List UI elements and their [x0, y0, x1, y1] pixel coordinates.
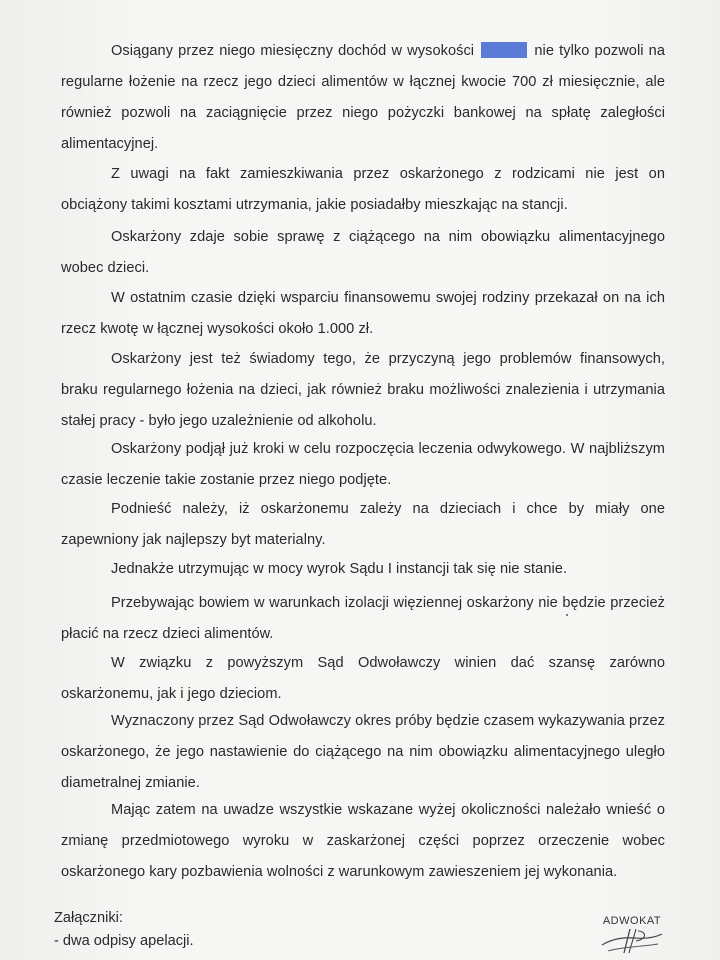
attachments-heading: Załączniki:	[54, 910, 123, 926]
paragraph-income-rest: nie tylko pozwoli na regularne łożenie na rzecz jego dzieci alimentów w łącznej kwocie 700 zł miesięcznie, ale również pozwoli na zaciągnięcie przez niego pożyczki bankowej na spłatę zaległości alimentacyjnej.	[61, 43, 666, 152]
attachments-section	[54, 907, 194, 953]
paragraph-prison-isolation: Przebywając bowiem w warunkach izolacji więziennej oskarżony nie będzie przecież płacić na rzecz dzieci alimentów.	[61, 595, 665, 642]
speck-mark	[566, 614, 568, 616]
paragraph-living-costs: Z uwagi na fakt zamieszkiwania przez oskarżonego z rodzicami nie jest on obciążony takimi kosztami utrzymania, jakie posiadałby mieszkając na stancji.	[61, 166, 665, 213]
paragraph-first-instance: Jednakże utrzymując w mocy wyrok Sądu I instancji tak się nie stanie.	[111, 561, 568, 577]
advocate-signature	[596, 915, 668, 955]
paragraph-probation: Wyznaczony przez Sąd Odwoławczy okres próby będzie czasem wykazywania przez oskarżonego, że jego nastawienie do ciążącego na nim obowiązku alimentacyjnego uległo diametralnej zmianie.	[61, 713, 665, 791]
paragraph-family-support: W ostatnim czasie dzięki wsparciu finansowemu swojej rodziny przekazał on na ich rzecz kwotę w łącznej wysokości około 1.000 zł.	[61, 290, 665, 337]
handwritten-signature-icon	[600, 925, 664, 955]
paragraph-conclusion: Mając zatem na uwadze wszystkie wskazane wyżej okoliczności należało wnieść o zmianę przedmiotowego wyroku w zaskarżonej części poprzez orzeczenie wobec oskarżonego kary pozbawienia wolności z warunkowym zawieszeniem jej wykonania.	[61, 802, 665, 880]
attachments-item: - dwa odpisy apelacji.	[54, 933, 194, 949]
paragraph-income	[61, 36, 665, 160]
paragraph-treatment: Oskarżony podjął już kroki w celu rozpoczęcia leczenia odwykowego. W najbliższym czasie leczenie takie zostanie przez niego podjęte.	[61, 441, 665, 488]
paragraph-income-start: Osiągany przez niego miesięczny dochód w wysokości	[111, 43, 475, 59]
redaction-block	[481, 42, 527, 58]
advocate-stamp-label: ADWOKAT	[602, 915, 662, 927]
paragraph-children-welfare: Podnieść należy, iż oskarżonemu zależy na dzieciach i chce by miały one zapewniony jak najlepszy byt materialny.	[61, 501, 665, 548]
paragraph-alcohol-dependence: Oskarżony jest też świadomy tego, że przyczyną jego problemów finansowych, braku regularnego łożenia na dzieci, jak również braku możliwości znalezienia i utrzymania stałej pracy - było jego uzależnienie od alkoholu.	[61, 351, 665, 429]
paragraph-appeal-court-chance: W związku z powyższym Sąd Odwoławczy winien dać szansę zarówno oskarżonemu, jak i jego dzieciom.	[61, 655, 665, 702]
paragraph-awareness-duty: Oskarżony zdaje sobie sprawę z ciążącego na nim obowiązku alimentacyjnego wobec dzieci.	[61, 229, 665, 276]
